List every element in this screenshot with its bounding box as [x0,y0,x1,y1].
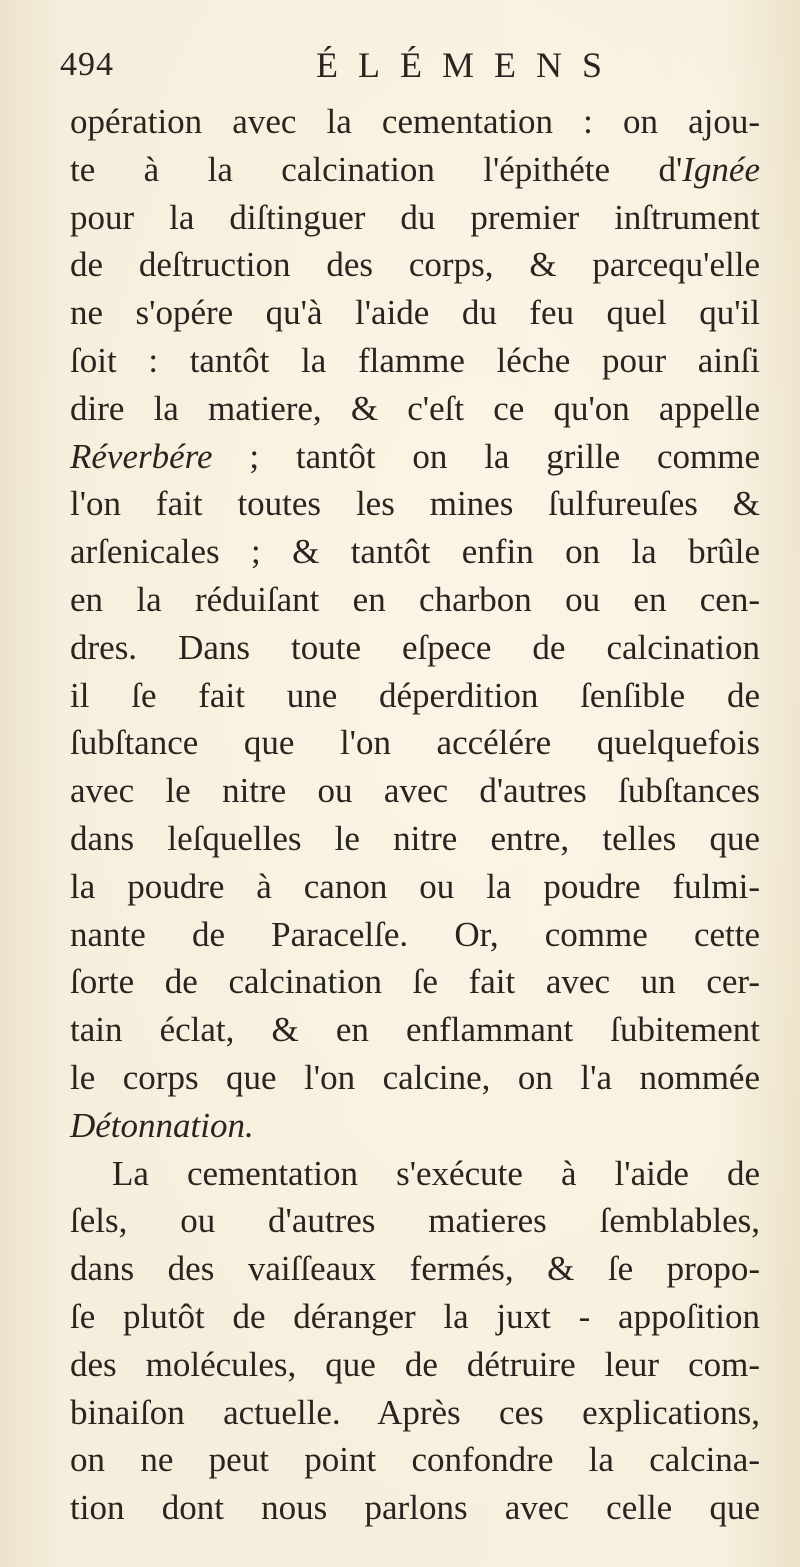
text-line [70,767,760,815]
text-line [70,719,760,767]
text-line [70,672,760,720]
text-line [70,289,760,337]
text-segment: dans leſquelles le nitre entre, telles que [70,818,760,858]
text-line [70,863,760,911]
text-line [70,98,760,146]
text-line [70,194,760,242]
text-line [70,1197,760,1245]
text-line [70,1389,760,1437]
text-line [70,480,760,528]
text-segment: en la réduiſant en charbon ou en cen- [70,579,760,619]
text-segment: avec le nitre ou avec d'autres ſubſtances [70,771,760,811]
text-segment: ne s'opére qu'à l'aide du feu quel qu'il [70,293,760,333]
text-line [70,1006,760,1054]
text-segment: dres. Dans toute eſpece de calcination [70,627,760,667]
text-segment: tion dont nous parlons avec celle que [70,1488,760,1528]
text-line [70,576,760,624]
text-segment: pour la diſtinguer du premier inſtrument [70,197,760,237]
text-line [70,146,760,194]
text-segment: dans des vaiſſeaux fermés, & ſe propo- [70,1249,760,1289]
text-line [70,385,760,433]
italic-text: Réverbére [70,436,213,476]
text-line [70,1341,760,1389]
text-segment: arſenicales ; & tantôt enfin on la brûle [70,532,760,572]
text-segment: ſoit : tantôt la flamme léche pour ainſi [70,340,760,380]
text-line [70,1436,760,1484]
text-line [70,911,760,959]
running-head [60,38,760,90]
text-line [70,1102,760,1150]
text-segment: ſe plutôt de déranger la juxt - appoſition [70,1296,760,1336]
text-segment: l'on fait toutes les mines ſulfureuſes & [70,484,760,524]
text-line [70,241,760,289]
text-segment: le corps que l'on calcine, on l'a nommée [70,1057,760,1097]
text-segment: ſels, ou d'autres matieres ſemblables, [70,1201,760,1241]
text-segment: te à la calcination l'épithéte d' [70,149,683,189]
text-segment: La cementation s'exécute à l'aide de [112,1153,760,1193]
text-line [70,1245,760,1293]
text-line [70,1054,760,1102]
text-segment: dire la matiere, & c'eſt ce qu'on appelle [70,388,760,428]
text-segment: des molécules, que de détruire leur com- [70,1344,760,1384]
text-line [70,1293,760,1341]
text-line [70,624,760,672]
text-line [70,1150,760,1198]
text-segment: ; tantôt on la grille comme [212,436,760,476]
text-segment: binaiſon actuelle. Après ces explications, [70,1392,760,1432]
text-line [70,815,760,863]
italic-text: Détonnation. [70,1105,254,1145]
text-segment: opération avec la cementation : on ajou- [70,102,760,141]
text-segment: ſorte de calcination ſe fait avec un cer- [70,962,760,1002]
text-line [70,1484,760,1532]
text-segment: tain éclat, & en enflammant ſubitement [70,1010,760,1050]
text-segment: nante de Paracelſe. Or, comme cette [70,914,760,954]
text-segment: de deſtruction des corps, & parcequ'elle [70,245,760,285]
text-line [70,528,760,576]
text-line [70,337,760,385]
body-text [70,98,760,1532]
text-line [70,958,760,1006]
text-segment: la poudre à canon ou la poudre fulmi- [70,866,760,906]
text-segment: on ne peut point confondre la calcina- [70,1440,760,1480]
page-number: 494 [60,46,114,83]
running-title: ÉLÉMENS [316,45,622,85]
italic-text: Ignée [682,149,760,189]
text-segment: ſubſtance que l'on accélére quelquefois [70,723,760,763]
text-segment: il ſe fait une déperdition ſenſible de [70,675,760,715]
text-line [70,433,760,481]
